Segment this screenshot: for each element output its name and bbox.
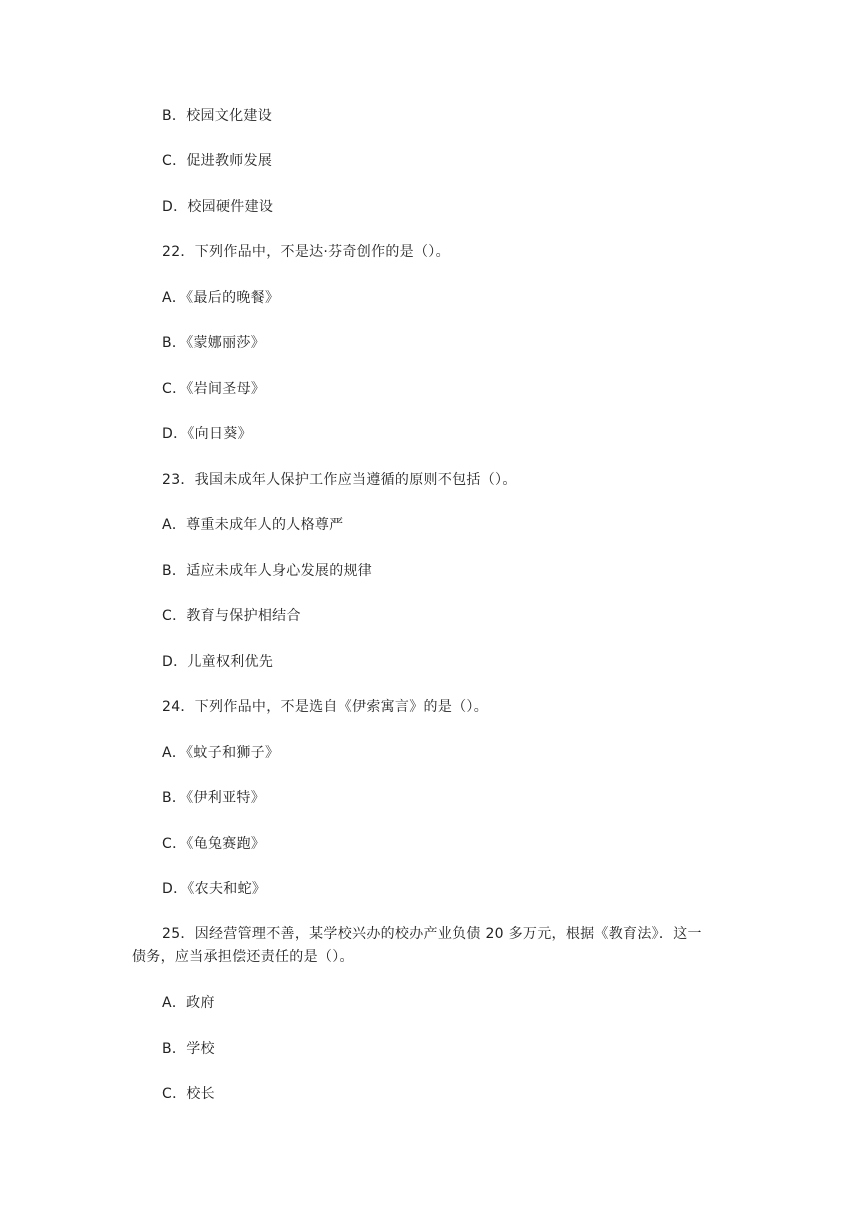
option-22a: A．《最后的晚餐》 [162, 290, 280, 306]
option-24b: B．《伊利亚特》 [162, 790, 266, 806]
option-21b: B．校园文化建设 [162, 108, 273, 124]
question-23: 23．我国未成年人保护工作应当遵循的原则不包括（）。 [162, 472, 517, 488]
question-25 [132, 923, 738, 969]
question-25-line2: 债务，应当承担偿还责任的是（）。 [132, 949, 354, 965]
option-21c: C．促进教师发展 [162, 153, 273, 169]
option-23a: A．尊重未成年人的人格尊严 [162, 517, 344, 533]
option-21d: D．校园硬件建设 [162, 199, 274, 215]
option-25c: C．校长 [162, 1086, 215, 1102]
option-25b: B．学校 [162, 1041, 215, 1057]
question-22: 22．下列作品中，不是达·芬奇创作的是（）。 [162, 244, 450, 260]
option-23c: C．教育与保护相结合 [162, 608, 301, 624]
option-22b: B．《蒙娜丽莎》 [162, 335, 266, 351]
option-24c: C．《龟兔赛跑》 [162, 836, 266, 852]
option-23d: D．儿童权利优先 [162, 654, 274, 670]
option-23b: B．适应未成年人身心发展的规律 [162, 563, 373, 579]
option-22d: D．《向日葵》 [162, 426, 252, 442]
option-22c: C．《岩间圣母》 [162, 381, 266, 397]
option-25a: A．政府 [162, 995, 215, 1011]
option-24d: D．《农夫和蛇》 [162, 881, 267, 897]
question-24: 24．下列作品中，不是选自《伊索寓言》的是（）。 [162, 699, 489, 715]
option-24a: A．《蚊子和狮子》 [162, 745, 280, 761]
question-25-line1: 25．因经营管理不善，某学校兴办的校办产业负债 20 多万元，根据《教育法》．这一 [162, 926, 702, 942]
